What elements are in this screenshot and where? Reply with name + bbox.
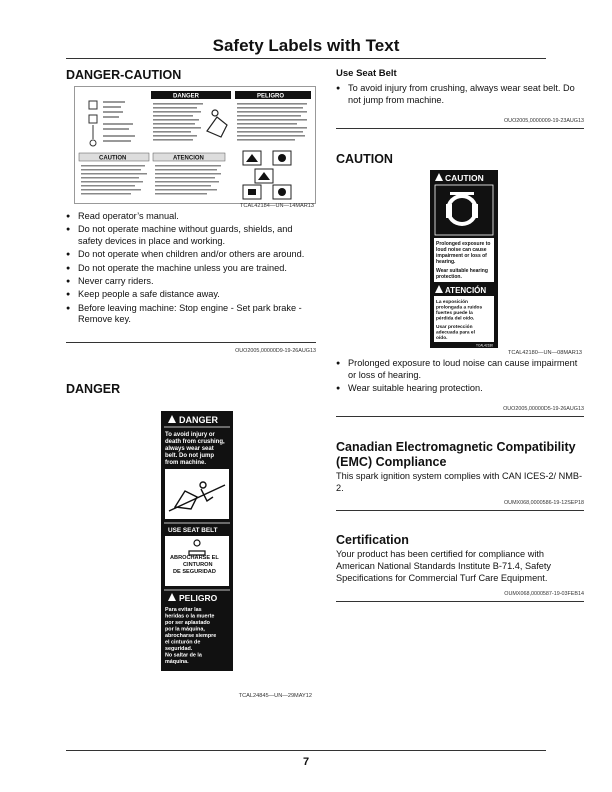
seat-belt-heading: Use Seat Belt <box>336 68 397 79</box>
seat-belt-spanish-line: DE SEGURIDAD <box>173 569 216 575</box>
danger-caution-heading: DANGER-CAUTION <box>66 68 182 82</box>
caution-figure-caption: TCAL42180—UN—08MAR13 <box>508 350 582 356</box>
seat-belt-ref: OUO2005,0000009-19-23AUG13 <box>503 118 584 124</box>
caution-label-illustration <box>430 170 498 348</box>
danger-panel-label: DANGER <box>173 93 200 100</box>
peligro-label-line: el cinturón de <box>165 639 201 646</box>
atencion-label-line: fuertes puede la <box>436 311 473 316</box>
danger-caution-figure-caption: TCAL42184—UN—14MAR13 <box>240 203 314 209</box>
emc-heading: Canadian Electromagnetic Compatibility (EMC) Compliance <box>336 440 576 469</box>
danger-heading: DANGER <box>66 382 121 396</box>
atencion-panel-label: ATENCION <box>173 155 204 162</box>
danger-caution-label-illustration <box>75 87 315 203</box>
top-divider <box>66 58 546 59</box>
section-divider <box>66 342 316 343</box>
danger-label-line: from machine. <box>165 460 207 466</box>
danger-label-line: death from crushing, <box>165 439 225 445</box>
seat-belt-spanish-line: ABROCHARSE EL <box>170 555 219 561</box>
certification-ref: OUMX068,0000587-19-03FEB14 <box>504 591 584 597</box>
caution-label-line: Wear suitable hearing <box>436 268 488 274</box>
atencion-label-line: adecuada para el <box>436 330 475 336</box>
danger-label-illustration <box>161 411 233 671</box>
certification-heading: Certification <box>336 533 409 547</box>
list-item: ● Do not operate the machine unless you are trained. <box>66 263 316 275</box>
atencion-label-header: ATENCIÓN <box>445 286 487 295</box>
caution-heading: CAUTION <box>336 152 393 166</box>
seat-belt-label-title: USE SEAT BELT <box>168 527 218 534</box>
danger-caution-label-image <box>74 86 316 204</box>
peligro-label-line: por ser aplastado <box>165 620 210 626</box>
list-item: ● Before leaving machine: Stop engine - Set park brake - Remove key. <box>66 303 316 327</box>
caution-label-line: hearing. <box>436 259 456 265</box>
caution-label-line: impairment or loss of <box>436 253 487 259</box>
footer-divider <box>66 750 546 751</box>
atencion-label-line: prolongada a ruidos <box>436 305 483 311</box>
seat-belt-bullets <box>336 83 584 108</box>
page-title: Safety Labels with Text <box>212 36 400 55</box>
emc-ref: OUMX068,0000586-19-12SEP18 <box>503 500 584 506</box>
danger-label-line: belt. Do not jump <box>165 453 214 459</box>
peligro-label-header: PELIGRO <box>179 593 218 603</box>
danger-label-line: always wear seat <box>165 446 214 452</box>
atencion-label-line: Usar protección <box>436 325 473 330</box>
emc-text: This spark ignition system complies with CAN ICES-2/ NMB-2. <box>336 471 583 493</box>
danger-caution-bullets <box>66 211 316 328</box>
caution-label-line: Prolonged exposure to <box>436 241 491 247</box>
page-number: 7 <box>302 756 310 768</box>
section-divider <box>336 416 584 417</box>
danger-label-image <box>161 411 233 671</box>
list-item: ● Never carry riders. <box>66 276 316 288</box>
list-item: ● Wear suitable hearing protection. <box>336 383 584 395</box>
list-item: ● Keep people a safe distance away. <box>66 289 316 301</box>
seat-belt-spanish-line: CINTURON <box>183 562 213 568</box>
section-divider <box>336 601 584 602</box>
danger-figure-caption: TCAL24845—UN—29MAY12 <box>238 693 312 699</box>
peligro-panel-label: PELIGRO <box>257 93 285 100</box>
peligro-label-line: Para evitar las <box>165 607 202 613</box>
atencion-label-line: oído. <box>436 336 448 341</box>
danger-label-line: To avoid injury or <box>165 432 215 438</box>
danger-label-header: DANGER <box>179 415 219 425</box>
atencion-label-line: La exposición <box>436 300 468 305</box>
caution-label-line: loud noise can cause <box>436 247 487 253</box>
peligro-label-line: heridas o la muerte <box>165 613 215 620</box>
danger-caution-ref: OUO2005,00000D9-19-26AUG13 <box>235 348 316 354</box>
list-item: ● Prolonged exposure to loud noise can cause impairment or loss of hearing. <box>336 358 584 382</box>
caution-label-header: CAUTION <box>445 173 484 183</box>
caution-label-part-number: TCAL42180 <box>476 343 494 348</box>
caution-bullets <box>336 358 584 396</box>
list-item: ● To avoid injury from crushing, always wear seat belt. Do not jump from machine. <box>336 83 584 107</box>
list-item: ● Do not operate machine without guards, shields, and safety devices in place and working. <box>66 224 316 248</box>
peligro-label-line: abrocharse siempre <box>165 633 217 639</box>
list-item: ● Do not operate when children and/or others are around. <box>66 249 316 261</box>
caution-label-line: protection. <box>436 274 462 280</box>
atencion-label-line: pérdida del oído. <box>436 316 475 322</box>
caution-ref: OUO2005,00000D5-19-26AUG13 <box>503 406 584 412</box>
caution-panel-label: CAUTION <box>99 155 127 162</box>
section-divider <box>336 128 584 129</box>
peligro-label-line: por la máquina, <box>165 626 205 633</box>
peligro-label-line: máquina. <box>165 659 189 665</box>
peligro-label-line: seguridad. <box>165 646 193 652</box>
caution-label-image <box>430 170 498 348</box>
certification-text: Your product has been certified for compliance with American National Standards Institute B-71.4, Safety Specifications for Commercial Turf Care Equipment. <box>336 549 552 583</box>
list-item: ● Read operator’s manual. <box>66 211 316 223</box>
peligro-label-line: No saltar de la <box>165 652 202 659</box>
section-divider <box>336 510 584 511</box>
